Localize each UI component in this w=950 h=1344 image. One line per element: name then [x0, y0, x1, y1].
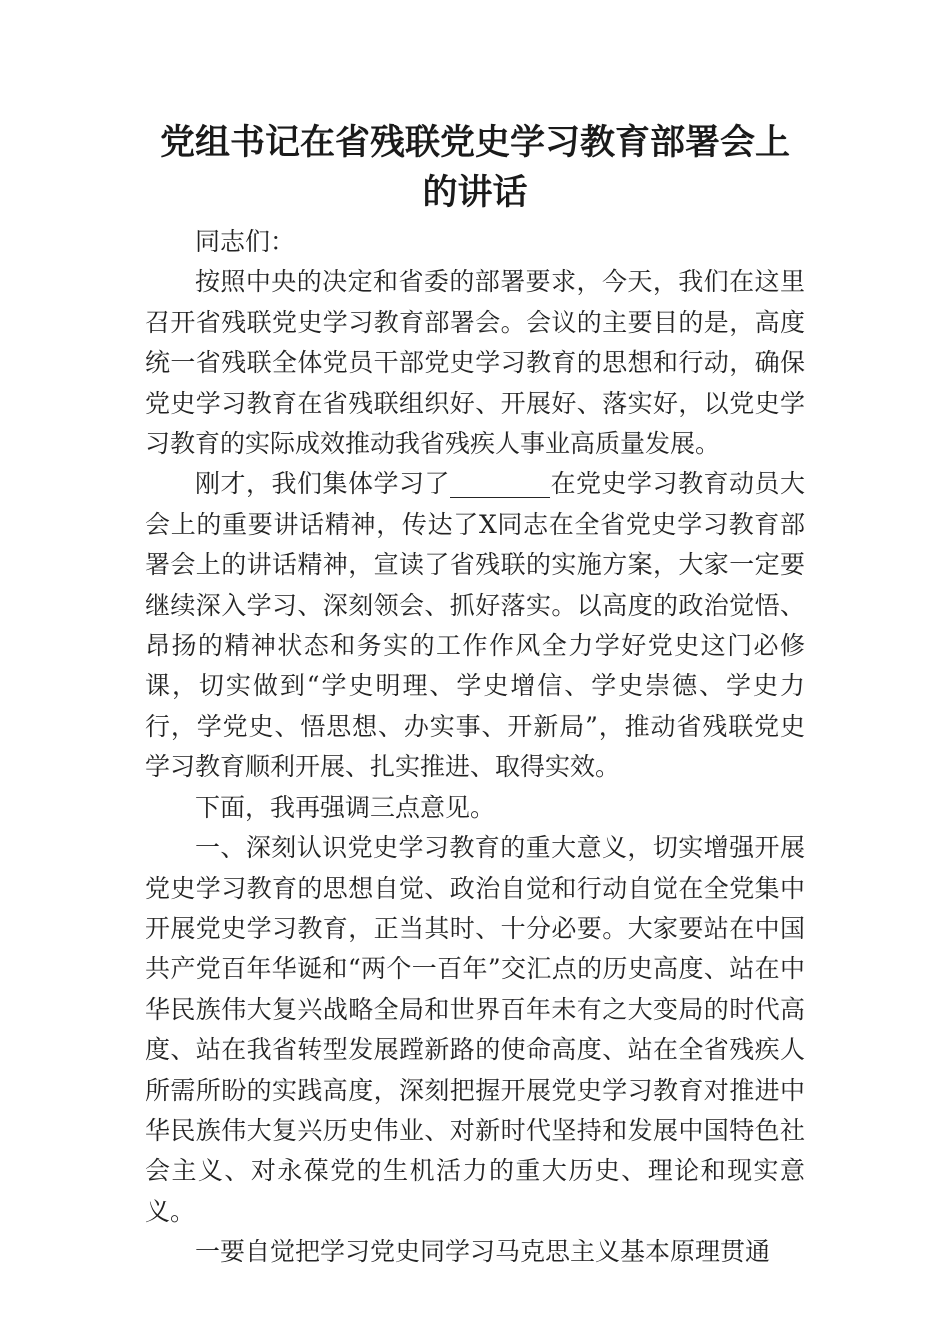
paragraph: 下面，我再强调三点意见。	[195, 792, 496, 822]
document-title: 党组书记在省残联党史学习教育部署会上的讲话	[159, 123, 790, 213]
paragraph: 按照中央的决定和省委的部署要求，今天，我们在这里召开省残联党史学习教育部署会。会议的主要目的是，高度统一省残联全体党员干部党史学习教育的思想和行动，确保党史学习教育在省残联组织好、开展好、落实好，以党史学习教育的实际成效推动我省残疾人事业高质量发展。	[145, 267, 805, 459]
paragraph-section-one: 一、深刻认识党史学习教育的重大意义，切实增强开展党史学习教育的思想自觉、政治自觉和行动自觉在全党集中开展党史学习教育，正当其时、十分必要。大家要站在中国共产党百年华诞和“两个一百年”交汇点的历史高度、站在中华民族伟大复兴战略全局和世界百年未有之大变局的时代高度、站在我省转型发展蹚新路的使命高度、站在全省残疾人所需所盼的实践高度，深刻把握开展党史学习教育对推进中华民族伟大复兴历史伟业、对新时代坚持和发展中国特色社会主义、对永葆党的生机活力的重大历史、理论和现实意义。	[145, 833, 805, 1226]
document-body	[145, 222, 805, 1273]
paragraph: 一要自觉把学习党史同学习马克思主义基本原理贯通	[195, 1237, 771, 1267]
paragraph: 刚才，我们集体学习了________在党史学习教育动员大会上的重要讲话精神，传达了X同志在全省党史学习教育部署会上的讲话精神，宣读了省残联的实施方案，大家一定要继续深入学习、深刻领会、抓好落实。以高度的政治觉悟、昂扬的精神状态和务实的工作作风全力学好党史这门必修课，切实做到“学史明理、学史增信、学史崇德、学史力行，学党史、悟思想、办实事、开新局”，推动省残联党史学习教育顺利开展、扎实推进、取得实效。	[145, 469, 805, 782]
paragraph-salutation: 同志们：	[195, 227, 296, 256]
